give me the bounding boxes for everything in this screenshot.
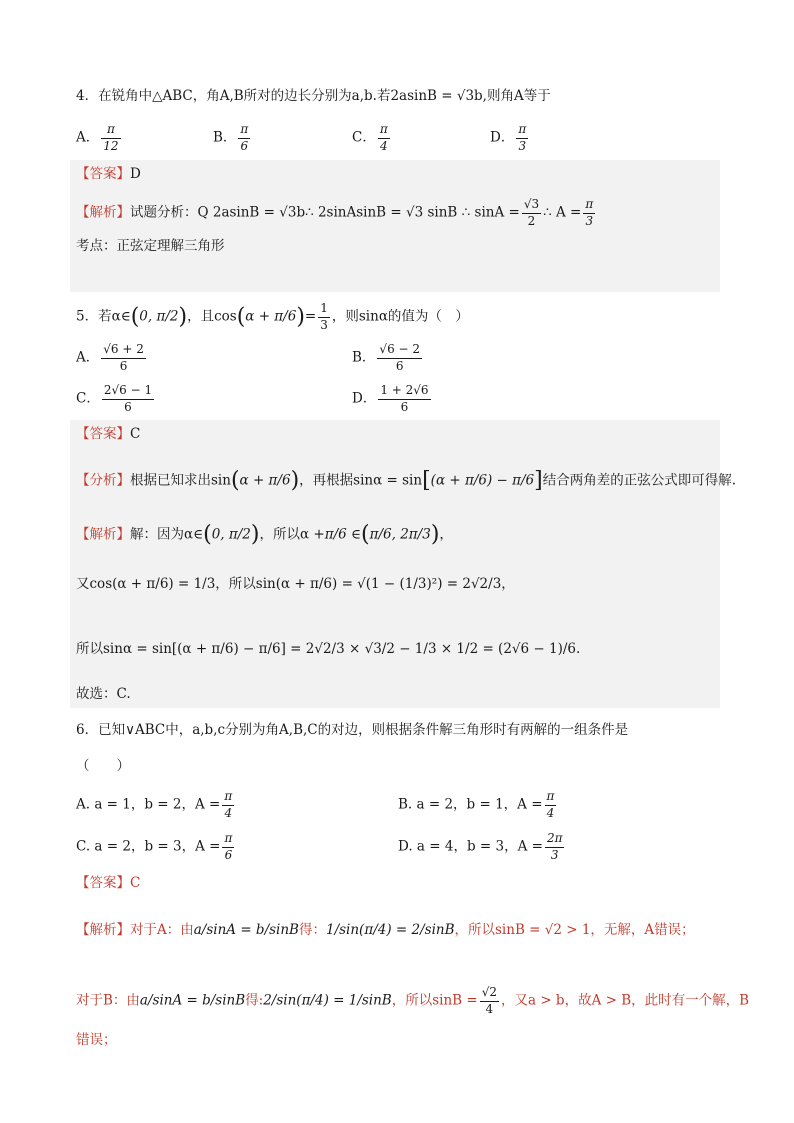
q5-option-d: D． $\frac{1 + 2√6}{6}$ (352, 383, 429, 414)
q6-option-b: B. a = 2，b = 1，A = $\frac{\pi}{4}$ (398, 789, 555, 820)
q4-stem: 4．在锐角中△ABC，角A,B所对的边长分别为a,b.若2asinB = √3b,则角A等于 (76, 88, 551, 104)
q5-jiexi-line2: 又cos(α + π/6) = 1/3，所以sin(α + π/6) = √(1 − (1/3)²) = 2√2/3， (76, 576, 515, 592)
q5-guxuan: 故选：C. (76, 686, 131, 702)
q5-option-a: A． $\frac{√6 + 2}{6}$ (76, 342, 144, 373)
q4-option-c: C． $\frac{\pi}{4}$ (352, 122, 388, 153)
q5-answer-box (70, 420, 720, 708)
q4-analysis: 【解析】试题分析：Q 2asinB = √3b∴ 2sinAsinB = √3 sinB ∴ sinA = $\frac{√3}{2}$ ∴ A = $\frac{\pi}{3}$ (76, 197, 594, 228)
q4-option-d: D． $\frac{\pi}{3}$ (490, 122, 527, 153)
q6-option-d: D. a = 4，b = 3，A = $\frac{2\pi}{3}$ (398, 831, 563, 862)
q6-stem-line1: 6．已知∨ABC中，a,b,c分别为角A,B,C的对边，则根据条件解三角形时有两解的一组条件是 (76, 722, 629, 738)
q4-kaodian: 考点：正弦定理解三角形 (76, 238, 225, 254)
q4-option-b: B． $\frac{\pi}{6}$ (213, 122, 249, 153)
q5-option-b: B． $\frac{√6 - 2}{6}$ (352, 342, 421, 373)
q4-answer: 【答案】D (76, 166, 141, 182)
q5-jiexi-line1: 【解析】解：因为α∈(0, π/2)，所以α +π/6 ∈(π/6, 2π/3)， (76, 522, 453, 547)
q6-option-c: C. a = 2，b = 3，A = $\frac{\pi}{6}$ (76, 831, 233, 862)
q6-stem-line2: （ ） (76, 758, 130, 774)
q5-jiexi-line3: 所以sinα = sin[(α + π/6) − π/6] = 2√2/3 × √3/2 − 1/3 × 1/2 = (2√6 − 1)/6. (76, 641, 581, 657)
q6-jiexi-a: 【解析】对于A：由a/sinA = b/sinB得：1/sin(π/4) = 2/sinB，所以sinB = √2 > 1，无解，A错误； (76, 922, 695, 938)
q6-jiexi-b-cont: 错误； (76, 1032, 117, 1048)
q5-answer: 【答案】C (76, 426, 141, 442)
q6-jiexi-b: 对于B：由a/sinA = b/sinB得:2/sin(π/4) = 1/sinB，所以sinB = $\frac{√2}{4}$ ，又a > b，故A > B，此时有一个解，B (76, 985, 750, 1016)
q5-option-c: C． $\frac{2√6 - 1}{6}$ (76, 383, 153, 414)
q5-fenxi: 【分析】根据已知求出sin(α + π/6)，再根据sinα = sin[(α + π/6) − π/6]结合两角差的正弦公式即可得解. (76, 468, 737, 493)
q6-option-a: A. a = 1，b = 2，A = $\frac{\pi}{4}$ (76, 789, 233, 820)
q4-option-a: A． $\frac{\pi}{12}$ (76, 122, 119, 153)
q6-answer: 【答案】C (76, 875, 141, 891)
q5-stem: 5．若α∈(0, π/2)，且cos(α + π/6)= $\frac{1}{3}$ ，则sinα的值为（ ） (76, 301, 469, 332)
